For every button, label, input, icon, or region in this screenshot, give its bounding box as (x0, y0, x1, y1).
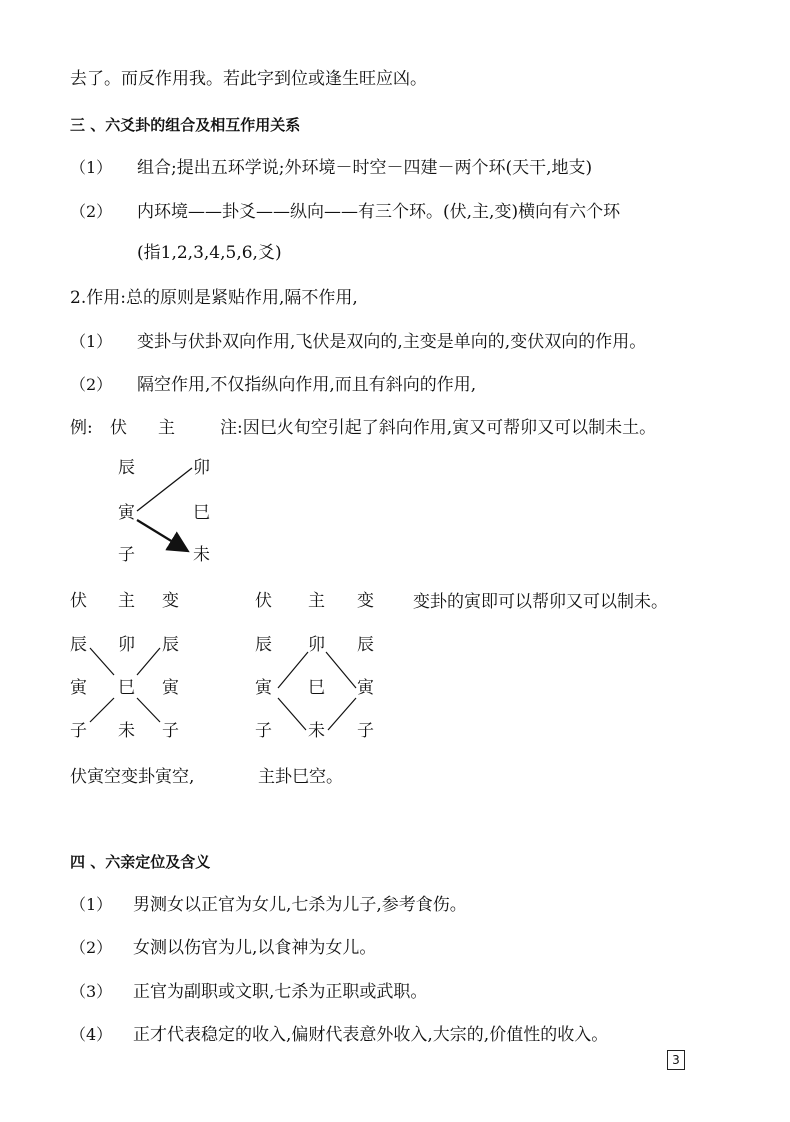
example-fu: 伏 (110, 418, 127, 438)
diagram3-header-3: 变 (357, 591, 374, 611)
item-text: 隔空作用,不仅指纵向作用,而且有斜向的作用, (137, 375, 477, 395)
text-line-1: 去了。而反作用我。若此字到位或逢生旺应凶。 (70, 69, 427, 89)
diagram3-col2-3: 未 (308, 721, 325, 741)
item-text: 变卦与伏卦双向作用,飞伏是双向的,主变是单向的,变伏双向的作用。 (137, 332, 647, 352)
example-zhu: 主 (158, 418, 175, 438)
diagram1-line-yin-mao (137, 468, 192, 511)
diagram2-header-3: 变 (162, 591, 179, 611)
item-text: 组合;提出五环学说;外环境－时空－四建－两个环(天干,地支) (137, 158, 593, 178)
diagram3-header-2: 主 (308, 591, 325, 611)
example-note: 注:因巳火旬空引起了斜向作用,寅又可帮卯又可以制未土。 (220, 418, 657, 438)
page-number: 3 (667, 1050, 685, 1070)
diagram2-col1-1: 辰 (70, 635, 87, 655)
diagram1-right-3: 未 (193, 545, 210, 565)
diagram2-line (90, 698, 114, 722)
diagram2-caption: 伏寅空变卦寅空, (70, 767, 195, 787)
diagram2-col2-1: 卯 (118, 635, 135, 655)
item-number: （2） (70, 375, 113, 394)
diagram3-col3-3: 子 (357, 721, 374, 741)
item-number: （1） (70, 332, 113, 351)
section-3-heading: 三 、六爻卦的组合及相互作用关系 (70, 116, 301, 134)
diagram2-col1-3: 子 (70, 721, 87, 741)
diagram2-col2-3: 未 (118, 721, 135, 741)
item-text: 正才代表稳定的收入,偏财代表意外收入,大宗的,价值性的收入。 (133, 1025, 609, 1045)
diagram1-right-2: 巳 (193, 503, 210, 523)
section-4-heading: 四 、六亲定位及含义 (70, 853, 211, 871)
diagram3-header-1: 伏 (255, 591, 272, 611)
diagram2-line (137, 698, 160, 722)
diagram1-left-2: 寅 (118, 503, 135, 523)
diagram1-arrow-yin-wei (137, 520, 186, 550)
diagram1-left-1: 辰 (118, 458, 135, 478)
diagram3-line (328, 698, 356, 730)
diagram3-col1-2: 寅 (255, 678, 272, 698)
diagram2-col3-1: 辰 (162, 635, 179, 655)
diagram1-right-1: 卯 (193, 458, 210, 478)
diagram2-col2-2: 巳 (118, 678, 135, 698)
diagram3-col1-1: 辰 (255, 635, 272, 655)
diagram2-line (90, 648, 114, 675)
diagram1-left-3: 子 (118, 545, 135, 565)
item-number: （1） (70, 895, 113, 914)
diagram3-col1-3: 子 (255, 721, 272, 741)
diagram3-col3-1: 辰 (357, 635, 374, 655)
item-number: （2） (70, 202, 113, 221)
diagram2-line (137, 648, 160, 675)
diagram2-col3-3: 子 (162, 721, 179, 741)
item-number: （4） (70, 1025, 113, 1044)
diagram3-line (326, 652, 356, 688)
example-label: 例: (70, 418, 93, 438)
diagram2-col3-2: 寅 (162, 678, 179, 698)
diagram3-note: 变卦的寅即可以帮卯又可以制未。 (413, 592, 668, 612)
item-text: 女测以伤官为儿,以食神为女儿。 (133, 938, 377, 958)
diagram3-col2-1: 卯 (308, 635, 325, 655)
diagram2-header-2: 主 (118, 591, 135, 611)
item-number: （2） (70, 938, 113, 957)
item-text-continued: (指1,2,3,4,5,6,爻) (137, 243, 282, 263)
diagram3-line (278, 698, 306, 730)
item-number: （3） (70, 982, 113, 1001)
item-number: （1） (70, 158, 113, 177)
diagram3-line (278, 652, 308, 688)
diagram2-header-1: 伏 (70, 591, 87, 611)
subsection-2-heading: 2.作用:总的原则是紧贴作用,隔不作用, (70, 288, 358, 308)
diagram3-col2-2: 巳 (308, 678, 325, 698)
item-text: 内环境——卦爻——纵向——有三个环。(伏,主,变)横向有六个环 (137, 202, 621, 222)
diagram3-col3-2: 寅 (357, 678, 374, 698)
item-text: 正官为副职或文职,七杀为正职或武职。 (133, 982, 428, 1002)
diagram3-caption: 主卦巳空。 (258, 767, 343, 787)
diagram2-col1-2: 寅 (70, 678, 87, 698)
item-text: 男测女以正官为女儿,七杀为儿子,参考食伤。 (133, 895, 467, 915)
